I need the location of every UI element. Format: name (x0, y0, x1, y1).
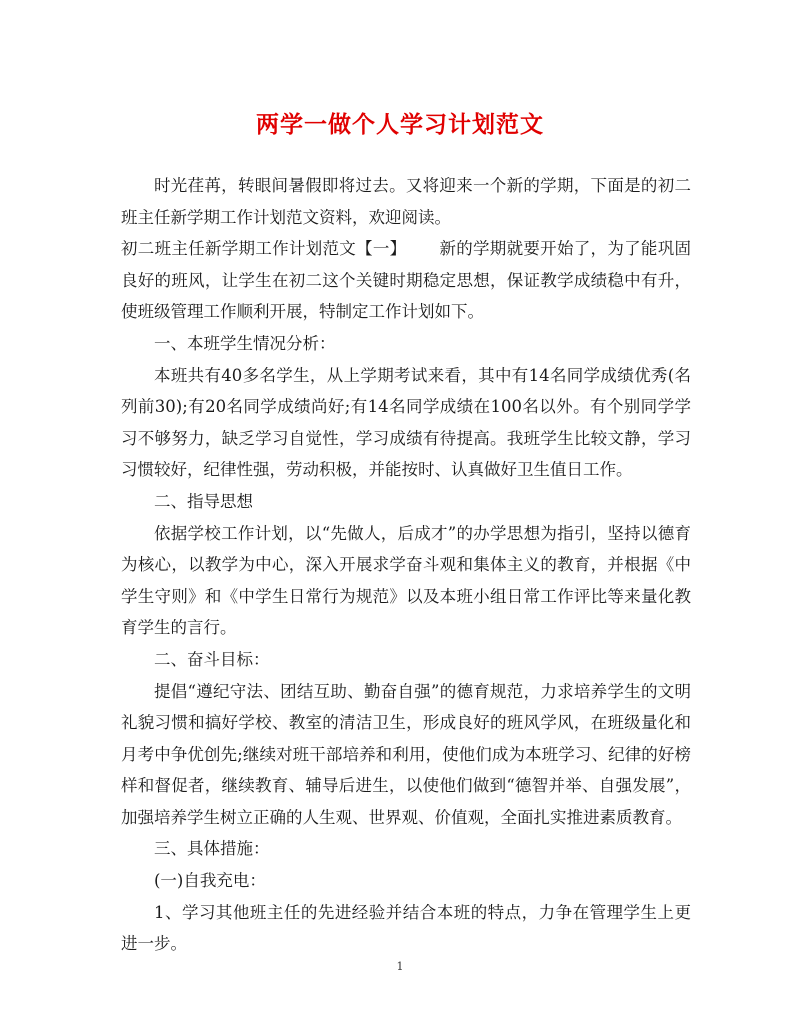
section-3-body: 提倡“遵纪守法、团结互助、勤奋自强”的德育规范，力求培养学生的文明礼貌习惯和搞好学校、教室的清洁卫生，形成良好的班风学风，在班级量化和月考中争优创先;继续对班干部培养和利用，使他们成为本班学习、纪律的好榜样和督促者，继续教育、辅导后进生，以使他们做到“德智并举、自强发展”，加强培养学生树立正确的人生观、世界观、价值观，全面扎实推进素质教育。 (121, 681, 691, 827)
document-body (121, 170, 691, 960)
section-2-body: 依据学校工作计划，以“先做人，后成才”的办学思想为指引，坚持以德育为核心，以教学为中心，深入开展求学奋斗观和集体主义的教育，并根据《中学生守则》和《中学生日常行为规范》以及本班小组日常工作评比等来量化教育学生的言行。 (121, 523, 691, 638)
section-2-title: 二、指导思想 (154, 491, 253, 511)
plan-heading-follow: 新的学期就要开始了，为了能巩固良好的班风，让学生在初二这个关键时期稳定思想，保证教学成绩稳中有升，使班级管理工作顺利开展，特制定工作计划如下。 (121, 239, 692, 322)
plan-heading-label: 初二班主任新学期工作计划范文【一】 (121, 239, 407, 259)
intro-paragraph: 时光荏苒，转眼间暑假即将过去。又将迎来一个新的学期，下面是的初二班主任新学期工作计划范文资料，欢迎阅读。 (121, 176, 691, 227)
section-1-title: 一、本班学生情况分析： (154, 333, 336, 353)
measure-item-1: 1、学习其他班主任的先进经验并结合本班的特点，力争在管理学生上更进一步。 (121, 902, 691, 954)
section-4-title: 三、具体措施： (154, 839, 270, 859)
plan-heading-paragraph (121, 233, 691, 328)
document-title: 两学一做个人学习计划范文 (256, 111, 544, 138)
section-3-title: 二、奋斗目标： (154, 649, 270, 669)
subsection-1-title: (一)自我充电： (154, 871, 266, 891)
page-number: 1 (396, 960, 404, 973)
section-1-body: 本班共有40多名学生，从上学期考试来看，其中有14名同学成绩优秀(名列前30);有20名同学成绩尚好;有14名同学成绩在100名以外。有个别同学学习不够努力，缺乏学习自觉性，学习成绩有待提高。我班学生比较文静，学习习惯较好，纪律性强，劳动积极，并能按时、认真做好卫生值日工作。 (121, 365, 691, 480)
